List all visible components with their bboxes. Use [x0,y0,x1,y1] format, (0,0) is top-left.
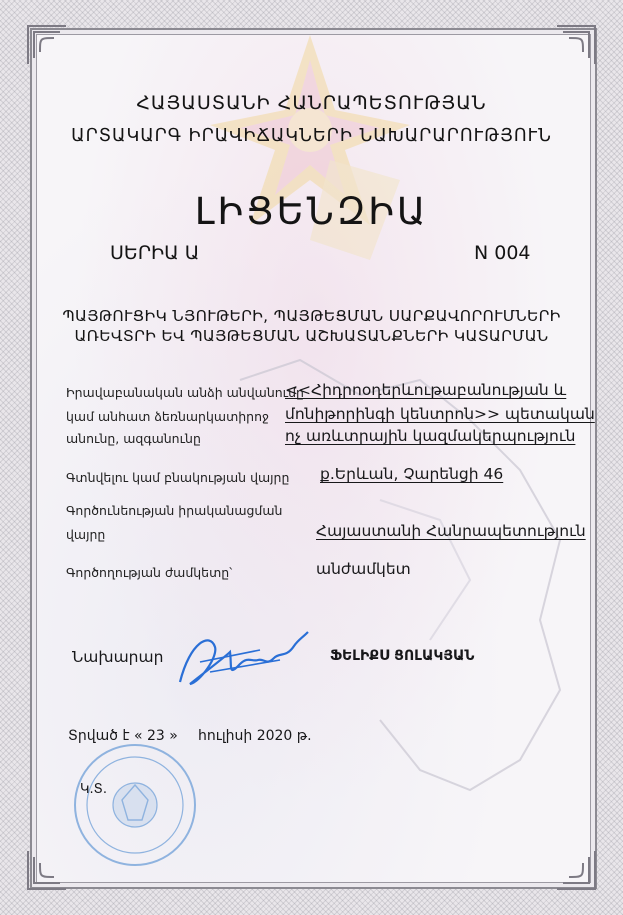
location-value: ք.Երևան, Չարենցի 46 [320,465,504,483]
official-seal [70,740,200,870]
series-label: ՍԵՐԻԱ Ա [110,242,200,264]
country-title: ՀԱՅԱՍՏԱՆԻ ՀԱՆՐԱՊԵՏՈՒԹՅԱՆ [136,92,487,114]
signatory-role: Նախարար [72,648,164,666]
issue-month-year: հուլիսի 2020 թ. [198,728,312,744]
license-number: N 004 [474,242,531,264]
activity-line-1: ՊԱՅԹՈՒՑԻԿ ՆՅՈՒԹԵՐԻ, ՊԱՅԹԵՑՄԱՆ ՍԱՐՔԱՎՈՐՈՒՄՆԵՐԻ [62,307,561,325]
entity-value-2: մոնիթորինգի կենտրոն>> պետական [285,405,595,423]
activity-line-2: ԱՌԵՎՏՐԻ ԵՎ ՊԱՅԹԵՑՄԱՆ ԱՇԽԱՏԱՆՔՆԵՐԻ ԿԱՏԱՐՄԱՆ [74,327,549,345]
minister-signature [170,622,320,702]
term-label: Գործողության ժամկետը՝ [66,565,233,580]
term-value: անժամկետ [316,560,411,578]
entity-label-3: անունը, ազգանունը [66,431,201,446]
activity-place-label-1: Գործունեության իրականացման [66,503,283,518]
ministry-title: ԱՐՏԱԿԱՐԳ ԻՐԱՎԻՃԱԿՆԵՐԻ ՆԱԽԱՐԱՐՈՒԹՅՈՒՆ [71,126,552,146]
issue-day: « 23 » [134,728,178,744]
entity-label-2: կամ անհատ ձեռնարկատիրոջ [66,409,270,424]
issue-prefix: Տրված է [68,728,130,744]
stamp-mark: Կ.Տ. [80,782,107,797]
location-label: Գտնվելու կամ բնակության վայրը [66,470,290,485]
activity-place-label-2: վայրը [66,527,106,542]
activity-place-value: Հայաստանի Հանրապետություն [316,522,586,540]
entity-value-1: <<Հիդրոօդերևութաբանության և [285,381,567,399]
signatory-name: ՖԵԼԻՔՍ ՑՈԼԱԿՅԱՆ [330,648,475,664]
entity-value-3: ոչ առևտրային կազմակերպություն [285,427,576,445]
document-title: ԼԻՑԵՆԶԻԱ [194,190,429,233]
entity-label-1: Իրավաբանական անձի անվանումը [66,385,304,400]
